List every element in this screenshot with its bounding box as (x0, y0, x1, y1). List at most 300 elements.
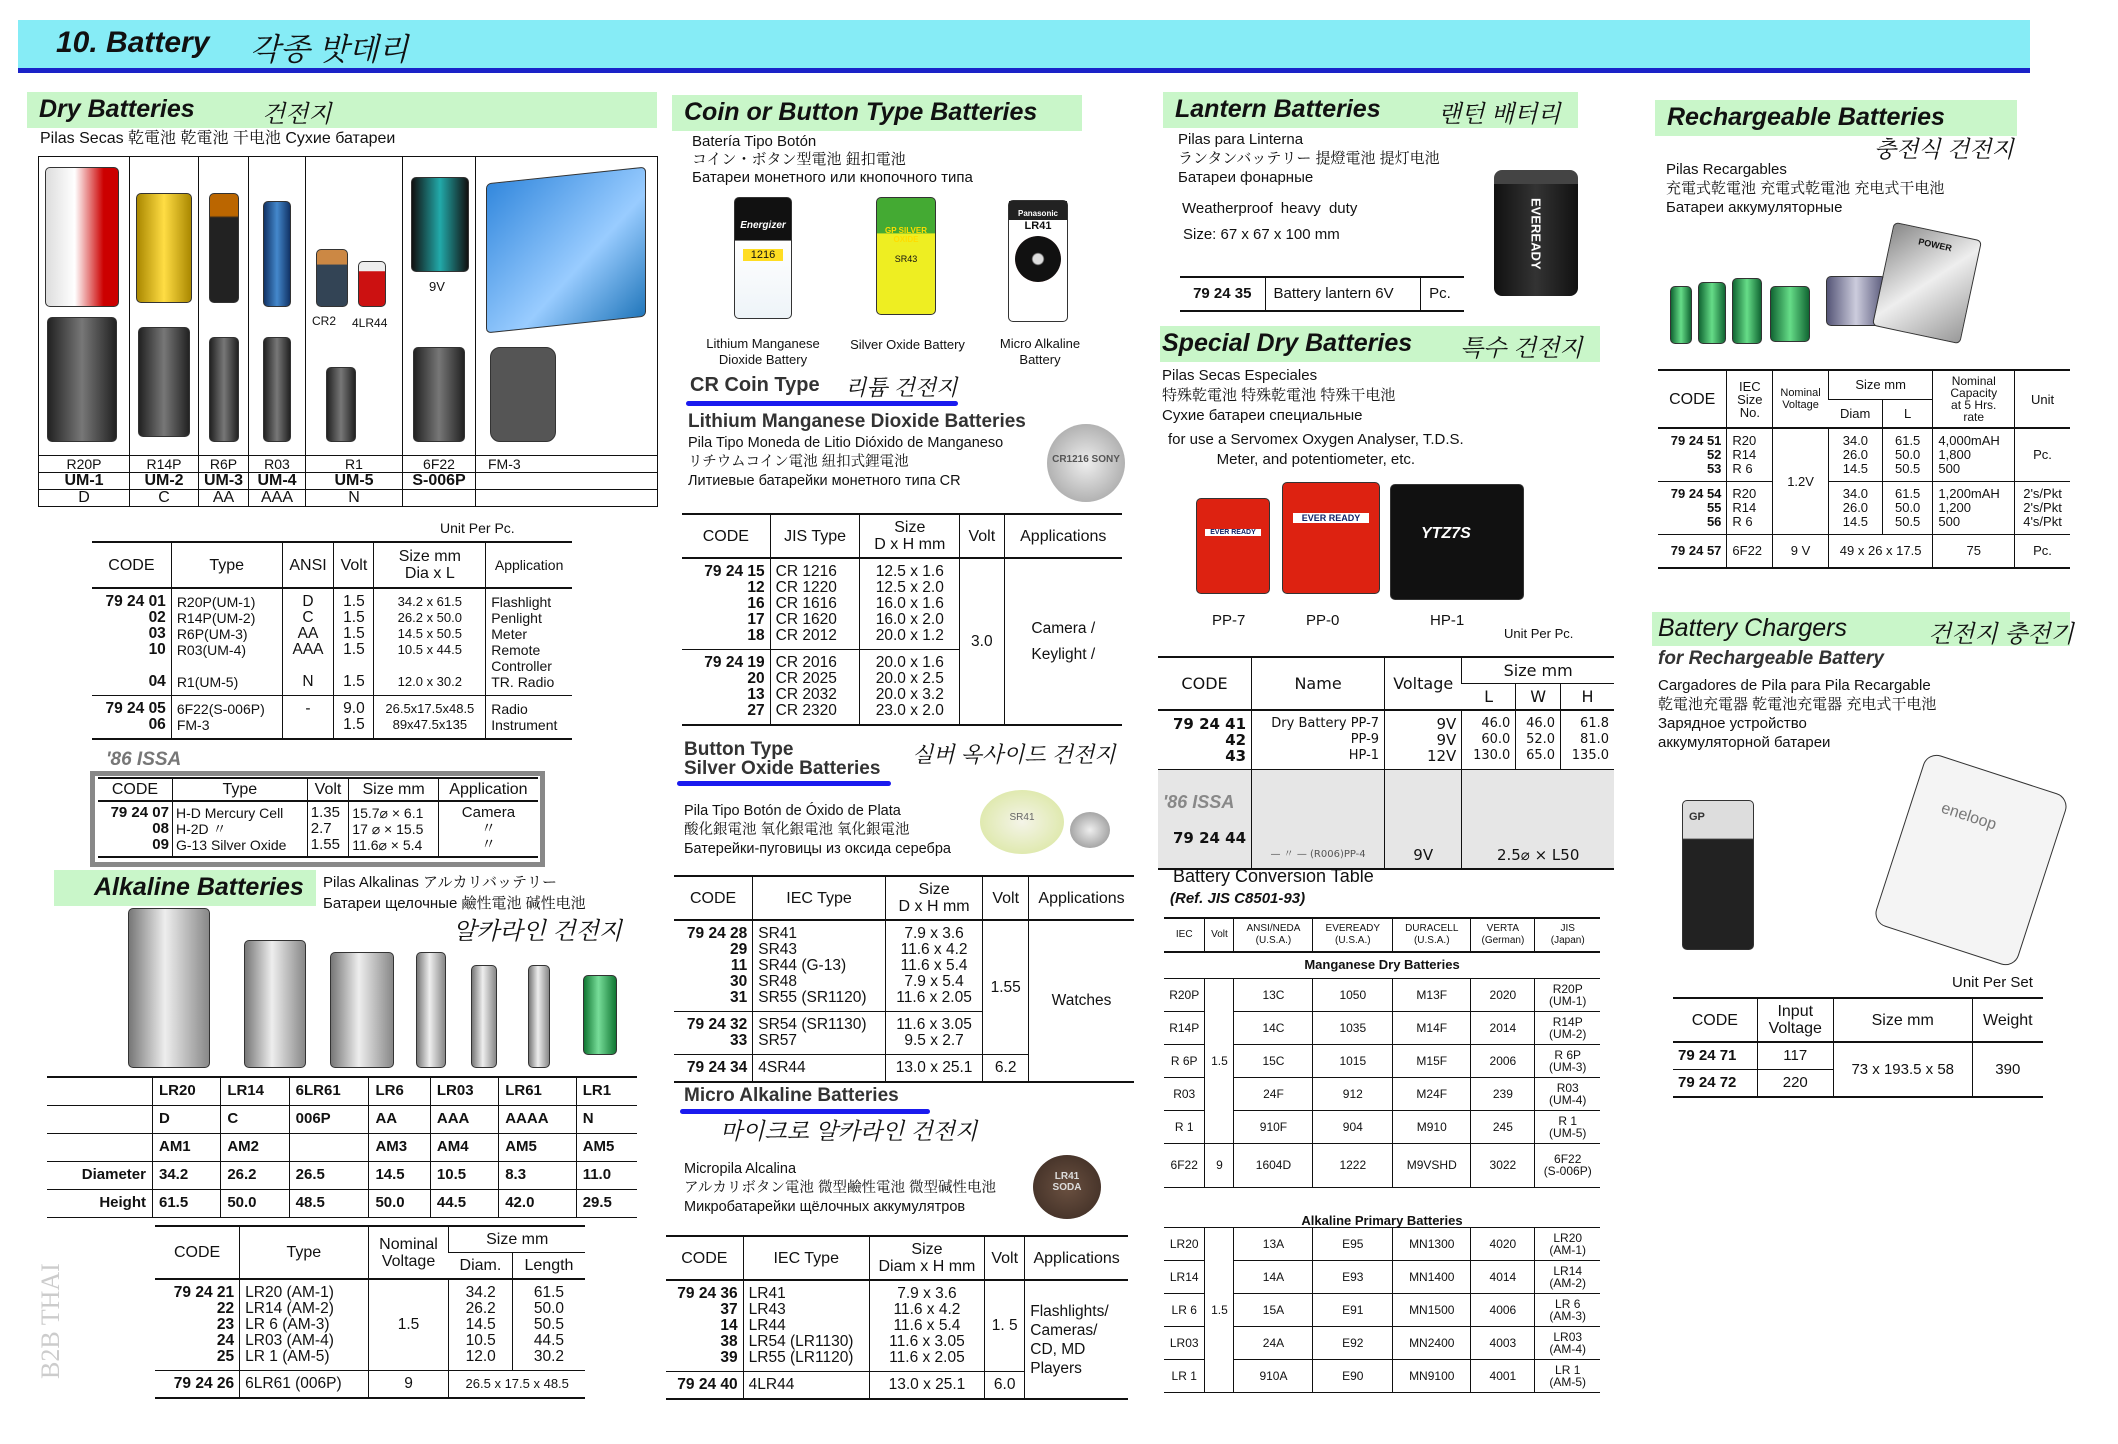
watermark: B2B THAI (36, 1263, 65, 1379)
silver-oxide-title: Button Type Silver Oxide Batteries (684, 739, 881, 779)
jis-row (39, 473, 658, 490)
voltage: 9 V (1773, 535, 1829, 569)
cell: LR14 (1164, 1260, 1205, 1293)
battery-photo (136, 193, 192, 303)
type: 6F22(S-006P) FM-3 (171, 696, 282, 740)
length: 61.5 50.0 50.5 44.5 30.2 (512, 1279, 585, 1371)
cell: AM4 (430, 1133, 498, 1161)
cell: UM-1 (39, 473, 130, 490)
issa-label: '86 ISSA (1163, 792, 1235, 812)
label: LR41 (1024, 220, 1052, 232)
cell: 1604D (1234, 1143, 1313, 1187)
col-size: Size D x H mm (860, 514, 960, 558)
silver-oxide-subtitle: Pila Tipo Botón de Óxido de Plata 酸化銀電池 氧化銀電池 氧化銀電池 Батерейки-пуговицы из оксида серебра (684, 803, 951, 857)
table-row (98, 801, 538, 857)
type: LR20 (AM-1) LR14 (AM-2) LR 6 (AM-3) LR03 (AM-4) LR 1 (AM-5) (240, 1279, 368, 1371)
cell: 4006 (1471, 1293, 1535, 1326)
volt: 9.0 1.5 (334, 696, 374, 740)
battery-photo (263, 201, 291, 307)
cell: 24F (1234, 1077, 1313, 1110)
size: 2.5⌀ × L50 (1462, 770, 1614, 870)
capacity: 4,000mAH 1,800 500 (1933, 428, 2015, 482)
size: 13.0 x 25.1 (885, 1055, 983, 1083)
col-code: CODE (1658, 370, 1727, 428)
caption: Silver Oxide Battery (850, 337, 965, 352)
photo-gp (876, 197, 936, 315)
cell: LR 6 (AM-3) (1535, 1293, 1600, 1326)
blue-underline (680, 1109, 930, 1114)
cr-coin-title: CR Coin Type (690, 374, 820, 396)
battery-photo (138, 327, 190, 437)
iec: 6F22 (1727, 535, 1773, 569)
cell: LR20 (152, 1077, 220, 1105)
photo-pp7 (1196, 498, 1270, 594)
l: 61.5 50.0 50.5 (1882, 482, 1933, 535)
col-unit: Unit (2015, 370, 2070, 428)
coin-title: Coin or Button Type Batteries (684, 98, 1038, 126)
col-capacity: Nominal Capacity at 5 Hrs. rate (1933, 370, 2015, 428)
code: 79 24 36 37 14 38 39 (666, 1280, 743, 1372)
cell: 1015 (1313, 1044, 1393, 1077)
cell: R14P (130, 456, 199, 473)
alkaline-subtitle: Pilas Alkalinas アルカリバッテリー Батареи щелочные 鹼性電池 碱性电池 (323, 874, 586, 912)
cell: 245 (1471, 1110, 1535, 1143)
charger-photo-gp (1682, 800, 1754, 950)
cell (289, 1133, 369, 1161)
caption: Micro Alkaline Battery (999, 336, 1081, 367)
col-diam: Diam (1828, 399, 1882, 428)
caption-9v: 9V (429, 279, 445, 294)
cell: M13F (1393, 978, 1471, 1011)
cell: UM-3 (199, 473, 249, 490)
cell: MN1300 (1393, 1227, 1471, 1260)
table-header (1673, 998, 2043, 1042)
col-type: Type (171, 542, 282, 588)
dry-subtitle: Pilas Secas 乾電池 乾電池 干电池 Сухие батареи (40, 130, 396, 147)
alkaline-code-table (155, 1225, 585, 1399)
cell: M910 (1393, 1110, 1471, 1143)
size: 13.0 x 25.1 (869, 1372, 984, 1400)
battery-photo (326, 367, 356, 442)
col-code: CODE (98, 778, 172, 801)
alkaline-rows (1164, 1227, 1600, 1392)
photo-fm3 (476, 157, 658, 456)
table-row (1658, 535, 2070, 569)
col-h: H (1561, 684, 1614, 711)
col-application: Application (486, 542, 572, 588)
voltage: 1.2V (1773, 428, 1829, 535)
photo-r20p (39, 157, 130, 456)
code: 79 24 51 52 53 (1658, 428, 1727, 482)
input-voltage: 220 (1757, 1070, 1833, 1098)
voltage: 9V (1385, 770, 1462, 870)
cell: R03 (249, 456, 306, 473)
battery-photo (209, 337, 239, 442)
cell: AAA (249, 490, 306, 507)
code: 79 24 41 42 43 (1158, 710, 1252, 770)
volt: 1.35 2.7 1.55 (307, 801, 349, 857)
height-label: Height (47, 1189, 152, 1217)
table-row (1164, 1143, 1600, 1187)
battery-photo-6lr61 (330, 952, 394, 1068)
ansi: - (282, 696, 334, 740)
cr-table (682, 513, 1122, 726)
lantern-table (1180, 276, 1464, 312)
cell: R 1 (1164, 1110, 1205, 1143)
col-type: Type (172, 778, 307, 801)
blue-underline (677, 781, 891, 786)
cell: C (130, 490, 199, 507)
cell (47, 1077, 152, 1105)
battery-photo-lr6 (416, 952, 446, 1068)
cell: 48.5 (289, 1189, 369, 1217)
applications: Flashlights/ Cameras/ CD, MD Players (1025, 1280, 1128, 1399)
coin-icon (1015, 236, 1061, 282)
code: 79 24 07 08 09 (110, 804, 169, 853)
col-iec: IEC Size No. (1727, 370, 1773, 428)
cell: 4001 (1471, 1359, 1535, 1392)
cell: MN2400 (1393, 1326, 1471, 1359)
rechargeable-table (1658, 369, 2070, 569)
cell: 6LR61 (289, 1077, 369, 1105)
name: Battery lantern 6V (1265, 277, 1421, 311)
cell: 6F22 (S-006P) (1535, 1143, 1600, 1187)
lithium-subtitle: Pila Tipo Moneda de Litio Dióxido de Manganeso リチウムコイン電池 紐扣式鋰電池 Литиевые батарейки монетного типа CR (688, 435, 1004, 489)
cell: 13C (1234, 978, 1313, 1011)
cell: R1 (306, 456, 403, 473)
type: 4SR44 (753, 1055, 886, 1083)
cr-coin-title-korean: 리튬 건전지 (845, 375, 958, 400)
cell: D (152, 1105, 220, 1133)
table-header (1164, 918, 1600, 952)
conversion-title: Battery Conversion Table (1173, 866, 1374, 886)
battery-photo (1670, 286, 1692, 344)
cell: 904 (1313, 1110, 1393, 1143)
cell: LR03 (430, 1077, 498, 1105)
photo-energizer (734, 197, 792, 319)
type: 4LR44 (743, 1372, 869, 1400)
photo-row (39, 157, 658, 456)
cell: M15F (1393, 1044, 1471, 1077)
cell: 910F (1234, 1110, 1313, 1143)
col-input-voltage: Input Voltage (1757, 998, 1833, 1042)
conversion-table (1164, 917, 1600, 1393)
cell: 14A (1234, 1260, 1313, 1293)
label: SR43 (894, 254, 918, 264)
col-l: L (1462, 684, 1516, 711)
brand: EVEREADY (1528, 198, 1544, 270)
spec-row-iec (47, 1077, 637, 1105)
photo-pp9 (1282, 482, 1380, 594)
spec-row-height (47, 1189, 637, 1217)
ansi: D C AA AAA N (282, 588, 334, 696)
voltage: 1.5 (368, 1279, 449, 1371)
battery-photo (263, 337, 291, 442)
cell: LR14 (221, 1077, 289, 1105)
cell: 14C (1234, 1011, 1313, 1044)
cell: 2020 (1471, 978, 1535, 1011)
col-iec: IEC (1164, 918, 1205, 952)
chargers-title-korean: 건전지 충전기 (1928, 621, 2074, 648)
cell (47, 1133, 152, 1161)
size: 73 x 193.5 x 58 (1833, 1042, 1972, 1097)
brand: Energizer (740, 220, 786, 231)
lithium-title: Lithium Manganese Dioxide Batteries (688, 411, 1026, 432)
chargers-title: Battery Chargers (1658, 614, 1847, 642)
col-duracell: DURACELL (U.S.A.) (1393, 918, 1471, 952)
col-ansi: ANSI/NEDA (U.S.A.) (1234, 918, 1313, 952)
brand: eneloop (1939, 799, 1999, 834)
code: 79 24 32 33 (674, 1012, 753, 1055)
cell: LR14 (AM-2) (1535, 1260, 1600, 1293)
table-header (155, 1226, 585, 1253)
cell: 10.5 (430, 1161, 498, 1189)
cell: 4003 (1471, 1326, 1535, 1359)
dry-title: Dry Batteries (39, 95, 195, 123)
input-voltage: 117 (1757, 1042, 1833, 1070)
col-volt: Volt (307, 778, 349, 801)
volt-cell: 1.5 (1205, 1227, 1234, 1392)
col-weight: Weight (1972, 998, 2043, 1042)
diam: 34.0 26.0 14.5 (1828, 482, 1882, 535)
col-size: Size mm (1462, 657, 1614, 684)
dry-photo-table (38, 156, 658, 507)
application: Camera 〃 〃 (438, 801, 538, 857)
battery-photo-mitsubishi (486, 167, 646, 334)
alkaline-header (54, 870, 316, 906)
code: 79 24 05 06 (105, 700, 166, 733)
cell: E91 (1313, 1293, 1393, 1326)
caption-hp1: HP-1 (1430, 612, 1465, 629)
cell: FM-3 (476, 456, 658, 473)
cell: AAAA (499, 1105, 576, 1133)
col-size: Size D x H mm (885, 876, 983, 920)
volt: 1. 5 (985, 1280, 1025, 1372)
table-row (1180, 277, 1464, 311)
cell: AM3 (369, 1133, 430, 1161)
table-row (1658, 482, 2070, 535)
cell: N (306, 490, 403, 507)
table-row (92, 696, 572, 740)
cell: 2014 (1471, 1011, 1535, 1044)
battery-photo-lr1 (583, 975, 617, 1055)
battery-photo (47, 317, 117, 442)
unit: 2's/Pkt 2's/Pkt 4's/Pkt (2015, 482, 2070, 535)
silver-oxide-title-korean: 실버 옥사이드 건전지 (912, 742, 1116, 767)
col-name: Name (1252, 657, 1385, 710)
cell: 50.0 (221, 1189, 289, 1217)
special-header (1160, 326, 1600, 362)
cell: 50.0 (369, 1189, 430, 1217)
label: 1216 (743, 249, 783, 261)
code: 79 24 71 (1673, 1042, 1757, 1070)
cell: LR6 (369, 1077, 430, 1105)
cell: 34.2 (152, 1161, 220, 1189)
capacity: 1,200mAH 1,200 500 (1933, 482, 2015, 535)
battery-photo-4lr44 (358, 261, 386, 307)
coin-photo-sr41: SR41 (980, 790, 1064, 854)
manganese-section-title: Manganese Dry Batteries (1164, 952, 1600, 978)
dry-unit-note: Unit Per Pc. (440, 520, 515, 536)
cell: LR03 (1164, 1326, 1205, 1359)
lantern-title-korean: 랜턴 배터리 (1438, 101, 1561, 128)
code: 79 24 01 02 03 10 04 (92, 588, 171, 696)
col-l: L (1882, 399, 1933, 428)
code: 79 24 28 29 11 30 31 (674, 920, 753, 1012)
dry-title-korean: 건전지 (262, 101, 332, 128)
conversion-ref: (Ref. JIS C8501-93) (1170, 890, 1306, 907)
cell (476, 490, 658, 507)
page-title: 10. Battery (56, 26, 210, 59)
size: 26.5 x 17.5 x 48.5 (449, 1371, 585, 1399)
rechargeable-subtitle: Pilas Recargables 充電式乾電池 充電式乾電池 充电式干电池 Батареи аккумуляторные (1666, 161, 1945, 216)
special-title: Special Dry Batteries (1162, 329, 1413, 357)
cell: E92 (1313, 1326, 1393, 1359)
special-subtitle: Pilas Secas Especiales 特殊乾電池 特殊乾電池 特殊干电池 Сухие батареи специальные (1162, 367, 1396, 424)
volt: 3.0 (960, 558, 1004, 725)
photo-panasonic (1008, 200, 1068, 322)
l: 46.0 60.0 130.0 (1462, 710, 1516, 770)
cell (403, 490, 476, 507)
alkaline-section-title: Alkaline Primary Batteries (1164, 1187, 1600, 1227)
cell: 006P (289, 1105, 369, 1133)
type: CR 1216 CR 1220 CR 1616 CR 1620 CR 2012 (770, 558, 860, 650)
cell: AM2 (221, 1133, 289, 1161)
caption: Lithium Manganese Dioxide Battery (706, 336, 820, 367)
cell: R 1 (UM-5) (1535, 1110, 1600, 1143)
special-table (1158, 656, 1614, 870)
table-header (92, 542, 572, 588)
w: 46.0 52.0 65.0 (1516, 710, 1561, 770)
cell: AA (369, 1105, 430, 1133)
special-unit-note: Unit Per Pc. (1504, 626, 1574, 641)
lantern-battery-photo (1494, 170, 1578, 296)
battery-photo (1770, 286, 1810, 342)
volt: 6.2 (983, 1055, 1029, 1083)
coin-photo (1070, 812, 1110, 848)
code: 79 24 21 22 23 24 25 (155, 1279, 240, 1371)
issa-label: '86 ISSA (100, 750, 187, 770)
coin-subtitle: Batería Tipo Botón コイン・ボタン型電池 鈕扣電池 Батареи монетного или кнопочного типа (692, 133, 973, 186)
size: 20.0 x 1.6 20.0 x 2.5 20.0 x 3.2 23.0 x 2.0 (860, 650, 960, 726)
brand: GP SILVER OXIDE (885, 226, 927, 244)
cell: 15C (1234, 1044, 1313, 1077)
table-header (666, 1236, 1128, 1280)
chargers-table (1673, 997, 2043, 1098)
dry-batteries-table (92, 541, 572, 740)
lantern-desc: Weatherproof heavy duty (1182, 200, 1358, 217)
application: Radio Instrument (486, 696, 572, 740)
applications: Watches (1029, 920, 1134, 1082)
col-applications: Applications (1029, 876, 1134, 920)
size: 7.9 x 3.6 11.6 x 4.2 11.6 x 5.4 11.6 x 3.05 11.6 x 2.05 (869, 1280, 984, 1372)
battery-photo (490, 347, 556, 442)
diameter-label: Diameter (47, 1161, 152, 1189)
type: SR41 SR43 SR44 (G-13) SR48 SR55 (SR1120) (753, 920, 886, 1012)
lantern-subtitle: Pilas para Linterna ランタンバッテリー 提燈電池 提灯电池 Батареи фонарные (1178, 131, 1440, 186)
cell: E90 (1313, 1359, 1393, 1392)
table-header (674, 876, 1134, 920)
col-volt: Volt (334, 542, 374, 588)
photo-r1 (306, 157, 403, 456)
lantern-title: Lantern Batteries (1175, 95, 1381, 123)
cell: R20P (UM-1) (1535, 978, 1600, 1011)
table-row (1164, 1227, 1600, 1260)
cell: LR20 (1164, 1227, 1205, 1260)
cell: R14P (1164, 1011, 1205, 1044)
table-row (1164, 978, 1600, 1011)
size: 12.5 x 1.6 12.5 x 2.0 16.0 x 1.6 16.0 x 2.0 20.0 x 1.2 (860, 558, 960, 650)
applications: Camera / Keylight / (1004, 558, 1122, 725)
cell: 42.0 (499, 1189, 576, 1217)
table-row (666, 1280, 1128, 1372)
spec-row-jis (47, 1133, 637, 1161)
code: 79 24 54 55 56 (1658, 482, 1727, 535)
chargers-unit-note: Unit Per Set (1952, 974, 2033, 991)
col-eveready: EVEREADY (U.S.A.) (1313, 918, 1393, 952)
cell: R20P (39, 456, 130, 473)
table-header (682, 514, 1122, 558)
chargers-header (1652, 612, 2074, 648)
photo-r03 (249, 157, 306, 456)
col-volt: Volt (985, 1236, 1025, 1280)
table-header (1158, 657, 1614, 684)
table-row (155, 1371, 585, 1399)
ansi-row (39, 490, 658, 507)
cell: R14P (UM-2) (1535, 1011, 1600, 1044)
cell: R6P (199, 456, 249, 473)
cell: LR 1 (AM-5) (1535, 1359, 1600, 1392)
cell (47, 1105, 152, 1133)
col-type: IEC Type (753, 876, 886, 920)
cell: E93 (1313, 1260, 1393, 1293)
issa-code-cell (1158, 770, 1252, 870)
col-type: JIS Type (770, 514, 860, 558)
cell: 24A (1234, 1326, 1313, 1359)
rechargeable-header (1655, 100, 2017, 136)
charger-photo: POWER (1872, 222, 1982, 344)
iec: R20 R14 R 6 (1727, 428, 1773, 482)
type: R20P(UM-1) R14P(UM-2) R6P(UM-3) R03(UM-4) R1(UM-5) (171, 588, 282, 696)
col-code: CODE (92, 542, 171, 588)
capacity: 75 (1933, 535, 2015, 569)
section-row (1164, 1187, 1600, 1227)
dry-batteries-header (27, 92, 657, 128)
col-type: IEC Type (743, 1236, 869, 1280)
cell: M9VSHD (1393, 1143, 1471, 1187)
table-row-issa (1158, 770, 1614, 870)
blue-underline (686, 401, 958, 406)
brand: Panasonic (1009, 201, 1067, 220)
cell: R 6P (1164, 1044, 1205, 1077)
col-size: Size mm Dia x L (374, 542, 486, 588)
cell: LR1 (576, 1077, 637, 1105)
col-applications: Applications (1004, 514, 1122, 558)
col-size: Size mm (1833, 998, 1972, 1042)
table-row (92, 588, 572, 696)
col-voltage: Nominal Voltage (368, 1226, 449, 1279)
cell: UM-5 (306, 473, 403, 490)
cell: MN1500 (1393, 1293, 1471, 1326)
manganese-rows (1164, 978, 1600, 1143)
sr-table (674, 875, 1134, 1083)
alkaline-title: Alkaline Batteries (94, 873, 304, 901)
type: LR41 LR43 LR44 LR54 (LR1130) LR55 (LR1120) (743, 1280, 869, 1372)
battery-photo-lr14 (244, 940, 306, 1068)
cell: 3022 (1471, 1143, 1535, 1187)
table-row (682, 558, 1122, 650)
special-use-note: for use a Servomex Oxygen Analyser, T.D.S. Meter, and potentiometer, etc. (1168, 431, 1464, 468)
